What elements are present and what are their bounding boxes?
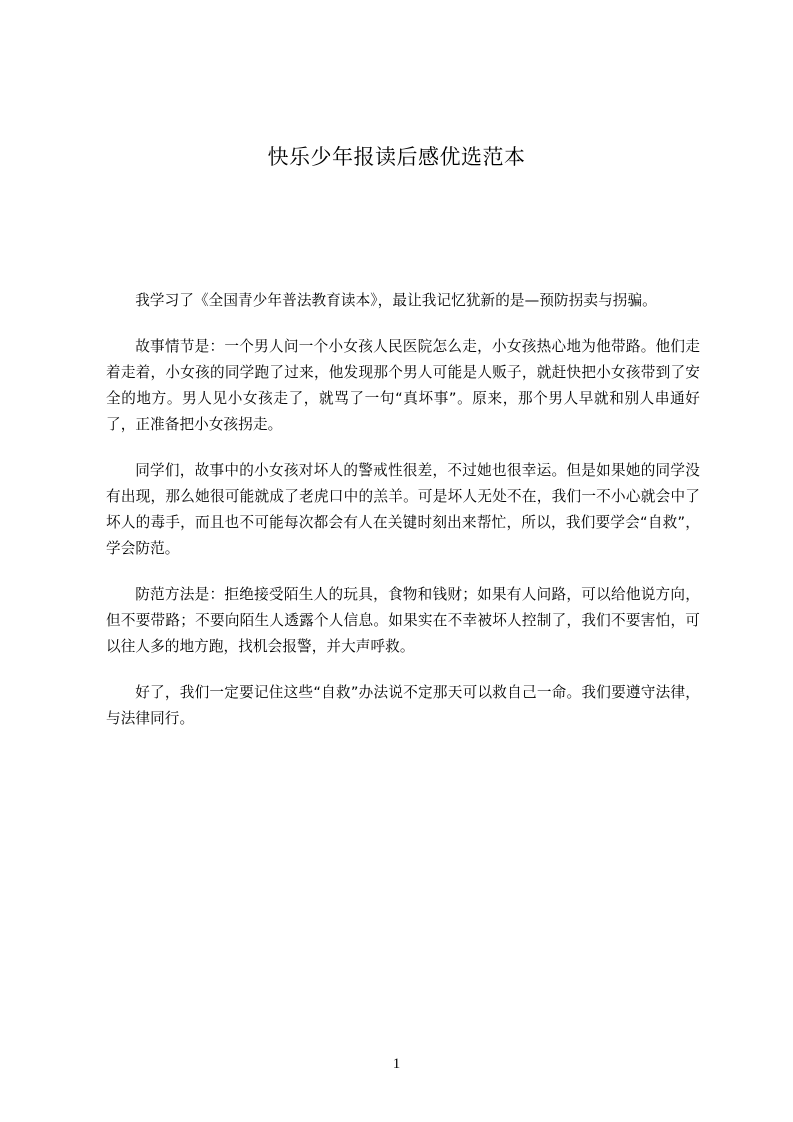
paragraph-5: 好了，我们一定要记住这些“自救”办法说不定那天可以救自己一命。我们要遵守法律，与法律同行。 bbox=[106, 684, 700, 727]
paragraph-1: 我学习了《全国青少年普法教育读本》，最让我记忆犹新的是—预防拐卖与拐骗。 bbox=[135, 292, 657, 309]
document-title: 快乐少年报读后感优选范本 bbox=[267, 145, 526, 169]
paragraph-3: 同学们，故事中的小女孩对坏人的警戒性很差，不过她也很幸运。但是如果她的同学没有出现，那么她很可能就成了老虎口中的羔羊。可是坏人无处不在，我们一不小心就会中了坏人的毒手，而且也不可能每次都会有人在关键时刻出来帮忙，所以，我们要学会“自救”，学会防范。 bbox=[106, 462, 700, 557]
paragraph-2: 故事情节是：一个男人问一个小女孩人民医院怎么走，小女孩热心地为他带路。他们走着走着，小女孩的同学跑了过来，他发现那个男人可能是人贩子，就赶快把小女孩带到了安全的地方。男人见小女孩走了，就骂了一句“真坏事”。原来，那个男人早就和别人串通好了，正准备把小女孩拐走。 bbox=[106, 338, 700, 433]
paragraph-4: 防范方法是：拒绝接受陌生人的玩具，食物和钱财；如果有人问路，可以给他说方向，但不要带路；不要向陌生人透露个人信息。如果实在不幸被坏人控制了，我们不要害怕，可以往人多的地方跑，找机会报警，并大声呼救。 bbox=[106, 586, 700, 655]
document-body bbox=[106, 288, 700, 752]
page-number: 1 bbox=[392, 1056, 401, 1072]
